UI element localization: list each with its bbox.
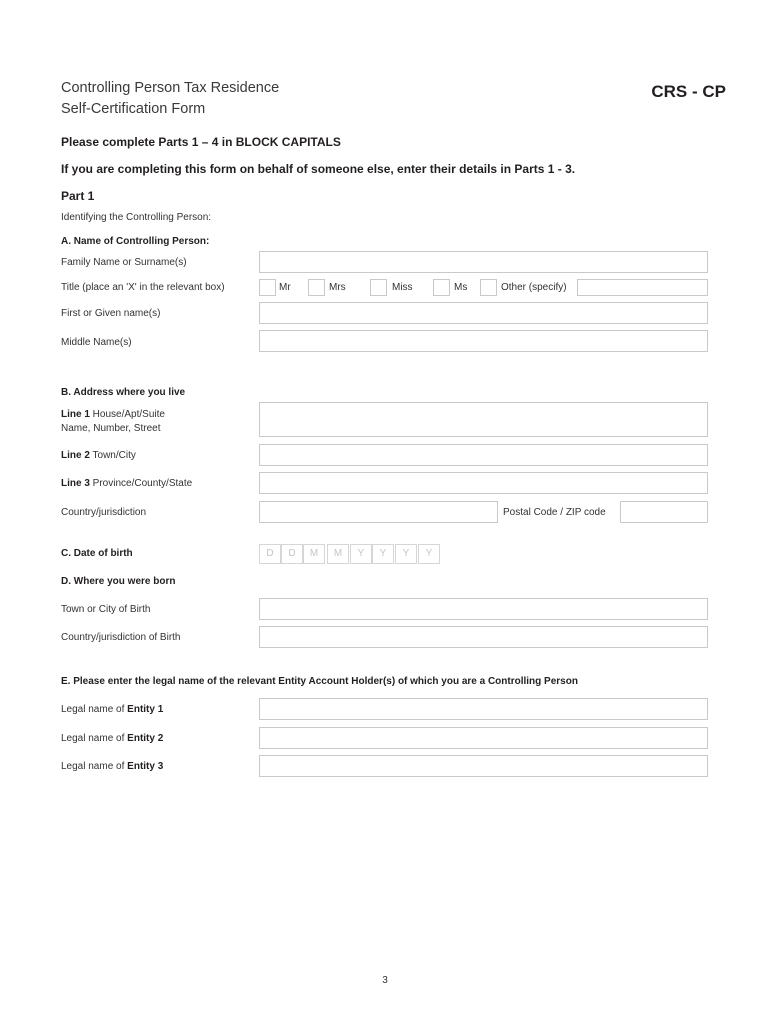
- birth-town-label: Town or City of Birth: [61, 604, 151, 615]
- dob-year-digit-1[interactable]: Y: [350, 544, 372, 564]
- form-title-line2: Self-Certification Form: [61, 101, 206, 117]
- title-label: Title (place an 'X' in the relevant box): [61, 282, 225, 293]
- entity1-label: [61, 704, 163, 715]
- middle-name-label: Middle Name(s): [61, 337, 132, 348]
- dob-day-digit-2[interactable]: D: [281, 544, 303, 564]
- entity1-name: Entity 1: [127, 704, 164, 715]
- address-line2-bold: Line 2: [61, 450, 90, 461]
- address-line1-rest: House/Apt/Suite: [89, 409, 165, 420]
- title-ms-checkbox[interactable]: [433, 279, 450, 296]
- form-code: CRS - CP: [651, 82, 726, 101]
- section-a-heading: A. Name of Controlling Person:: [61, 236, 210, 247]
- section-b-heading: B. Address where you live: [61, 387, 186, 398]
- title-mrs-checkbox[interactable]: [308, 279, 325, 296]
- entity2-label: [61, 733, 163, 744]
- section-e-heading: E. Please enter the legal name of the relevant Entity Account Holder(s) of which you are a Controlling Person: [61, 676, 578, 687]
- address-line2-rest: Town/City: [89, 450, 136, 461]
- birth-country-label: Country/jurisdiction of Birth: [61, 632, 181, 643]
- on-behalf-instruction: If you are completing this form on behalf of someone else, enter their details in Parts 1 - 3.: [61, 162, 576, 176]
- country-field[interactable]: [259, 501, 498, 523]
- address-line3-field[interactable]: [259, 472, 708, 494]
- entity3-prefix: Legal name of: [61, 761, 128, 772]
- family-name-label: Family Name or Surname(s): [61, 257, 187, 268]
- address-line2-field[interactable]: [259, 444, 708, 466]
- title-miss-label: Miss: [392, 282, 413, 293]
- first-name-label: First or Given name(s): [61, 308, 161, 319]
- address-line1-label: [61, 408, 165, 436]
- middle-name-field[interactable]: [259, 330, 708, 352]
- entity2-name: Entity 2: [127, 733, 164, 744]
- dob-month-digit-1[interactable]: M: [303, 544, 325, 564]
- form-title-line1: Controlling Person Tax Residence: [61, 80, 280, 96]
- part1-heading: Part 1: [61, 189, 95, 203]
- address-line1-field[interactable]: [259, 402, 708, 437]
- entity3-field[interactable]: [259, 755, 708, 777]
- address-line3-rest: Province/County/State: [89, 478, 193, 489]
- block-capitals-instruction: Please complete Parts 1 – 4 in BLOCK CAPITALS: [61, 135, 341, 149]
- postal-code-field[interactable]: [620, 501, 708, 523]
- dob-day-digit-1[interactable]: D: [259, 544, 281, 564]
- address-line2-label: [61, 450, 136, 461]
- dob-month-digit-2[interactable]: M: [327, 544, 349, 564]
- entity2-field[interactable]: [259, 727, 708, 749]
- postal-code-label: Postal Code / ZIP code: [503, 507, 606, 518]
- title-other-label: Other (specify): [501, 282, 567, 293]
- entity1-field[interactable]: [259, 698, 708, 720]
- title-mr-checkbox[interactable]: [259, 279, 276, 296]
- title-ms-label: Ms: [454, 282, 468, 293]
- birth-country-field[interactable]: [259, 626, 708, 648]
- dob-year-digit-4[interactable]: Y: [418, 544, 440, 564]
- title-mrs-label: Mrs: [329, 282, 346, 293]
- dob-year-digit-2[interactable]: Y: [372, 544, 394, 564]
- title-miss-checkbox[interactable]: [370, 279, 387, 296]
- country-label: Country/jurisdiction: [61, 507, 147, 518]
- entity2-prefix: Legal name of: [61, 733, 128, 744]
- title-mr-label: Mr: [279, 282, 291, 293]
- entity3-label: [61, 761, 163, 772]
- section-c-heading: C. Date of birth: [61, 548, 133, 559]
- address-line3-label: [61, 478, 192, 489]
- section-d-heading: D. Where you were born: [61, 576, 176, 587]
- address-line1-bold: Line 1: [61, 409, 90, 420]
- form-title: [61, 78, 279, 120]
- entity1-prefix: Legal name of: [61, 704, 128, 715]
- address-line1-sub: Name, Number, Street: [61, 423, 161, 434]
- page-number: 3: [382, 975, 388, 986]
- address-line3-bold: Line 3: [61, 478, 90, 489]
- title-other-checkbox[interactable]: [480, 279, 497, 296]
- family-name-field[interactable]: [259, 251, 708, 273]
- part1-subheading: Identifying the Controlling Person:: [61, 212, 212, 223]
- entity3-name: Entity 3: [127, 761, 164, 772]
- birth-town-field[interactable]: [259, 598, 708, 620]
- dob-year-digit-3[interactable]: Y: [395, 544, 417, 564]
- title-other-specify-field[interactable]: [577, 279, 708, 296]
- first-name-field[interactable]: [259, 302, 708, 324]
